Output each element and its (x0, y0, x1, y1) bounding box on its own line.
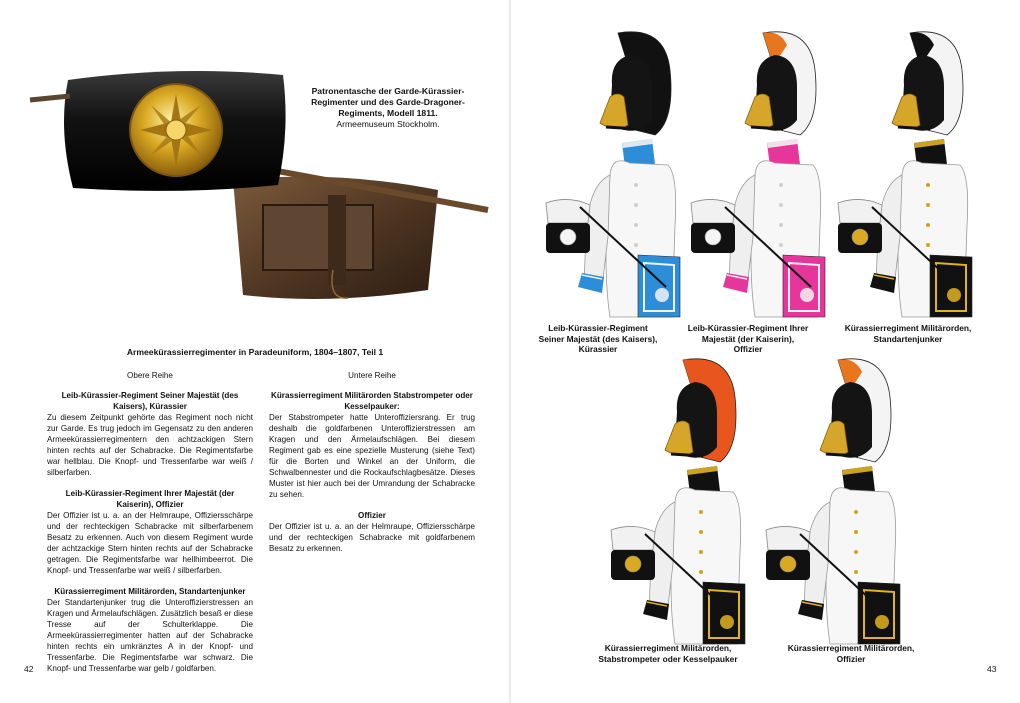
section-title: Armeekürassierregimenter in Paradeuniform, 1804–1807, Teil 1 (126, 347, 384, 357)
text-column-right (269, 370, 475, 564)
row-label-upper: Obere Reihe (127, 371, 173, 380)
figure-caption-line: Leib-Kürassier-Regiment (548, 323, 648, 333)
entry-heading: Kürassierregiment Militärorden Stabstrompeter oder Kesselpauker: (271, 391, 473, 411)
page-number-right: 43 (987, 664, 997, 674)
entry-heading: Kürassierregiment Militärorden, Standartenjunker (54, 587, 246, 596)
figure-caption-line: Kürassierregiment Militärorden, (787, 643, 915, 653)
uniform-figure (540, 25, 690, 320)
entry-heading: Leib-Kürassier-Regiment Ihrer Majestät (der Kaiserin), Offizier (65, 489, 235, 509)
photo-caption (298, 86, 478, 130)
entry-text: Zu diesem Zeitpunkt gehörte das Regiment noch nicht zur Garde. Es trug jedoch im Gegensatz zu den anderen Armeekürassierregimentern den achtzackigen Stern hinten rechts auf der Schabracke. Die Regimentsfarbe war hellblau. Die Knopf- und Tressenfarbe war weiß / silberfarben. (47, 413, 253, 477)
figure-caption-line: Kürassierregiment Militärorden, (604, 643, 732, 653)
row-label-lower: Untere Reihe (348, 371, 396, 380)
figure-caption-line: Kürassierregiment Militärorden, (844, 323, 972, 333)
figure-caption-line: Kürassier (578, 344, 618, 354)
entry-text: Der Stabstrompeter hatte Unteroffiziersrang. Er trug deshalb die goldfarbenen Unteroffizierstressen am Kragen und den Ärmelaufschlägen. Bei diesem Regiment gab es eine spezielle Musterung (siehe Text) für die Borten und Winkel an der Uniform, die Schwalbennester und die Rockaufschlagbesätze. Dieses Muster ist hier auch bei der Umrandung der Schabracke zu sehen. (269, 413, 475, 499)
photo-caption-title: Patronentasche der Garde-Kürassier-Regimenter und des Garde-Dragoner-Regiments, Modell 1811. (311, 86, 465, 118)
figure-caption (658, 323, 838, 355)
text-column-left (47, 370, 253, 684)
entry-text: Der Offizier ist u. a. an der Helmraupe, Offiziersschärpe und der rechteckigen Schabracke mit goldfarbenem Besatz zu erkennen. (269, 522, 475, 553)
figure-caption-line: Leib-Kürassier-Regiment Ihrer (687, 323, 809, 333)
figure-caption-line: Offizier (733, 344, 763, 354)
figure-caption-line: Seiner Majestät (des Kaisers), (538, 333, 658, 344)
entry-heading: Offizier (358, 511, 386, 520)
photo-caption-source: Armeemuseum Stockholm. (336, 119, 440, 129)
uniform-figure (832, 25, 982, 320)
figure-caption (818, 323, 998, 344)
figure-caption-line: Offizier (836, 653, 866, 664)
uniform-figure (760, 352, 910, 647)
entry-text: Der Offizier ist u. a. an der Helmraupe, Offiziersschärpe und der rechteckigen Schabracke mit silberfarbenem Besatz zu erkennen. Auch von diesem Regiment wurde der achtzackige Stern hinten rechts auf der Schabracke getragen. Die Regimentsfarbe war hellhimbeerrot. Die Knopf- und Tressenfarbe war weiß / silberfarben. (47, 511, 253, 575)
figure-caption (578, 643, 758, 664)
figure-caption (761, 643, 941, 664)
figure-caption-line: Majestät (der Kaiserin), (701, 333, 795, 344)
entry-heading: Leib-Kürassier-Regiment Seiner Majestät (des Kaisers), Kürassier (61, 391, 239, 411)
figure-caption-line: Stabstrompeter oder Kesselpauker (598, 653, 738, 664)
entry-text: Der Standartenjunker trug die Unteroffizierstressen an Kragen und Ärmelaufschlägen. Zusätzlich besaß er diese Tresse auf der Schulterklappe. Die Armeekürassierregimenter hatten auf der Schabracke hinten rechts ein umkränztes A in der Knopf- und Tressenfarbe. Die Regimentsfarbe war schwarz. Die Knopf- und Tressenfarbe war gelb / goldfarben. (47, 598, 253, 673)
uniform-figure (605, 352, 755, 647)
uniform-figure (685, 25, 835, 320)
figure-caption-line: Standartenjunker (873, 333, 943, 344)
page-number-left: 42 (24, 664, 34, 674)
